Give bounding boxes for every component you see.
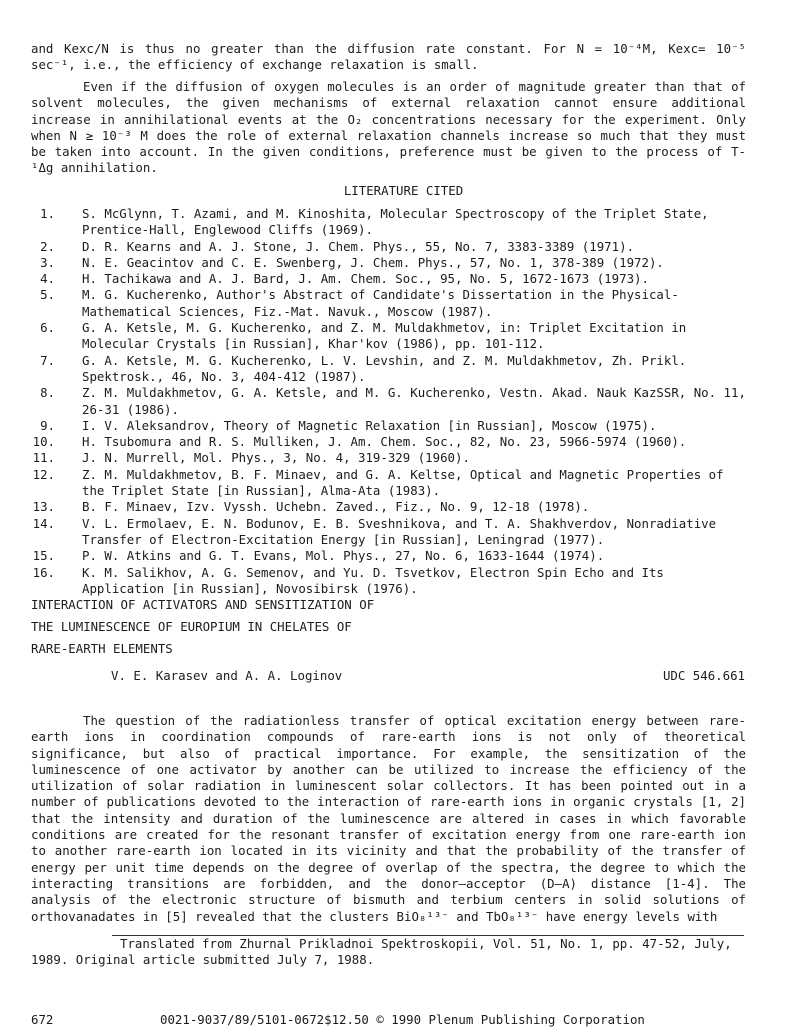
reference-item bbox=[31, 255, 751, 271]
reference-text: P. W. Atkins and G. T. Evans, Mol. Phys., 27, No. 6, 1633-1644 (1974). bbox=[82, 548, 605, 564]
reference-text: H. Tsubomura and R. S. Mulliken, J. Am. Chem. Soc., 82, No. 23, 5966-5974 (1960). bbox=[82, 434, 687, 450]
reference-item bbox=[31, 271, 751, 287]
reference-text: Z. M. Muldakhmetov, B. F. Minaev, and G. A. Keltse, Optical and Magnetic Properties of the Triplet State [in Russian], Alma-Ata (1983). bbox=[82, 466, 724, 499]
translation-footnote: Translated from Zhurnal Prikladnoi Spektroskopii, Vol. 51, No. 1, pp. 47-52, July, 1989. Original article submitted July 7, 1988. bbox=[31, 936, 732, 968]
literature-cited-heading: LITERATURE CITED bbox=[343, 183, 464, 198]
reference-number: 2. bbox=[40, 238, 55, 254]
article-authors: V. E. Karasev and A. A. Loginov bbox=[111, 668, 343, 683]
reference-number: 5. bbox=[40, 287, 55, 303]
reference-number: 4. bbox=[40, 271, 55, 287]
reference-number: 3. bbox=[40, 254, 55, 270]
reference-item bbox=[31, 499, 751, 515]
reference-text: M. G. Kucherenko, Author's Abstract of Candidate's Dissertation in the Physical-Mathematical Sciences, Fiz.-Mat. Navuk., Moscow (1987). bbox=[82, 287, 679, 319]
reference-text: Z. M. Muldakhmetov, G. A. Ketsle, and M. G. Kucherenko, Vestn. Akad. Nauk KazSSR, No. 11, 26-31 (1986). bbox=[82, 385, 746, 417]
reference-text: G. A. Ketsle, M. G. Kucherenko, L. V. Levshin, and Z. M. Muldakhmetov, Zh. Prikl. Spektrosk., 46, No. 3, 404-412 (1987). bbox=[82, 352, 687, 384]
reference-number: 13. bbox=[32, 499, 55, 515]
reference-item bbox=[31, 516, 751, 549]
reference-item bbox=[31, 548, 751, 564]
reference-text: V. L. Ermolaev, E. N. Bodunov, E. B. Sveshnikova, and T. A. Shakhverdov, Nonradiative Transfer of Electron-Excitation Energy [in Russian], Leningrad (1977). bbox=[82, 515, 717, 547]
reference-number: 7. bbox=[40, 352, 55, 368]
reference-text: B. F. Minaev, Izv. Vyssh. Uchebn. Zaved., Fiz., No. 9, 12-18 (1978). bbox=[82, 499, 590, 515]
reference-text: S. McGlynn, T. Azami, and M. Kinoshita, Molecular Spectroscopy of the Triplet State, Prentice-Hall, Englewood Cliffs (1969). bbox=[82, 206, 709, 238]
article-title bbox=[31, 594, 591, 660]
reference-item bbox=[31, 239, 751, 255]
reference-number: 9. bbox=[40, 417, 55, 433]
reference-text: K. M. Salikhov, A. G. Semenov, and Yu. D. Tsvetkov, Electron Spin Echo and Its Application [in Russian], Novosibirsk (1976). bbox=[82, 564, 664, 596]
reference-number: 12. bbox=[32, 466, 55, 482]
reference-number: 14. bbox=[32, 515, 55, 531]
reference-text: H. Tachikawa and A. J. Bard, J. Am. Chem. Soc., 95, No. 5, 1672-1673 (1973). bbox=[82, 271, 649, 287]
reference-item bbox=[31, 206, 751, 239]
reference-number: 15. bbox=[32, 548, 55, 564]
reference-item bbox=[31, 353, 751, 386]
page-number: 672 bbox=[31, 1012, 54, 1027]
reference-list bbox=[31, 206, 751, 597]
reference-text: D. R. Kearns and A. J. Stone, J. Chem. Phys., 55, No. 7, 3383-3389 (1971). bbox=[82, 238, 635, 254]
article-body-paragraph: The question of the radiationless transfer of optical excitation energy between rare-earth ions in coordination compounds of rare-earth ions is not only of theoretical significance, but also of practical importance. For example, the sensitization of the luminescence of one activator by another can be utilized to increase the efficiency of the utilization of solar radiation in luminescent solar collectors. It has been pointed out in a number of publications devoted to the interaction of rare-earth ions in organic crystals [1, 2] that the intensity and duration of the luminescence are altered in cases in which favorable conditions are created for the resonant transfer of excitation energy from one rare-earth ion to another rare-earth ion located in its vicinity and that the probability of the transfer of energy per unit time depends on the degree of overlap of the spectra, the degree to which the interacting transitions are forbidden, and the donor–acceptor (D–A) distance [1-4]. The analysis of the electronic structure of bismuth and terbium centers in solid solutions of orthovanadates in [5] revealed that the clusters BiO₈¹³⁻ and TbO₈¹³⁻ have energy levels with bbox=[31, 713, 746, 924]
reference-number: 1. bbox=[40, 206, 55, 221]
reference-item bbox=[31, 385, 751, 418]
reference-number: 16. bbox=[32, 564, 55, 580]
continuation-paragraph: and Kexc/N is thus no greater than the diffusion rate constant. For N = 10⁻⁴M, Kexc= 10⁻⁵ sec⁻¹, i.e., the efficiency of exchange relaxation is small. bbox=[31, 41, 746, 73]
title-line-1: INTERACTION OF ACTIVATORS AND SENSITIZATION OF bbox=[31, 597, 375, 612]
udc-code: UDC 546.661 bbox=[662, 668, 745, 683]
reference-item bbox=[31, 434, 751, 450]
reference-text: I. V. Aleksandrov, Theory of Magnetic Relaxation [in Russian], Moscow (1975). bbox=[82, 417, 657, 433]
reference-item bbox=[31, 467, 751, 500]
title-line-3: RARE-EARTH ELEMENTS bbox=[31, 641, 173, 656]
reference-text: J. N. Murrell, Mol. Phys., 3, No. 4, 319-329 (1960). bbox=[82, 450, 470, 466]
reference-item bbox=[31, 565, 751, 598]
reference-number: 10. bbox=[32, 434, 55, 450]
reference-item bbox=[31, 418, 751, 434]
copyright-line: 0021-9037/89/5101-0672$12.50 © 1990 Plenum Publishing Corporation bbox=[160, 1012, 645, 1027]
reference-number: 8. bbox=[40, 385, 55, 401]
reference-item bbox=[31, 320, 751, 353]
reference-text: G. A. Ketsle, M. G. Kucherenko, and Z. M. Muldakhmetov, in: Triplet Excitation in Molecular Crystals [in Russian], Khar'kov (1986), pp. 101-112. bbox=[82, 320, 687, 352]
reference-item bbox=[31, 450, 751, 466]
conclusion-paragraph: Even if the diffusion of oxygen molecules is an order of magnitude greater than that of solvent molecules, the given mechanisms of external relaxation cannot ensure additional increase in annihilational events at the O₂ concentrations necessary for the experiment. Only when N ≥ 10⁻³ M does the role of external relaxation channels increase so much that they must be taken into account. In the given conditions, preference must be given to the process of T-¹Δg annihilation. bbox=[31, 79, 746, 176]
reference-item bbox=[31, 287, 751, 320]
reference-text: N. E. Geacintov and C. E. Swenberg, J. Chem. Phys., 57, No. 1, 378-389 (1972). bbox=[82, 254, 664, 270]
reference-number: 6. bbox=[40, 320, 55, 336]
reference-number: 11. bbox=[32, 450, 55, 466]
title-line-2: THE LUMINESCENCE OF EUROPIUM IN CHELATES OF bbox=[31, 619, 352, 634]
